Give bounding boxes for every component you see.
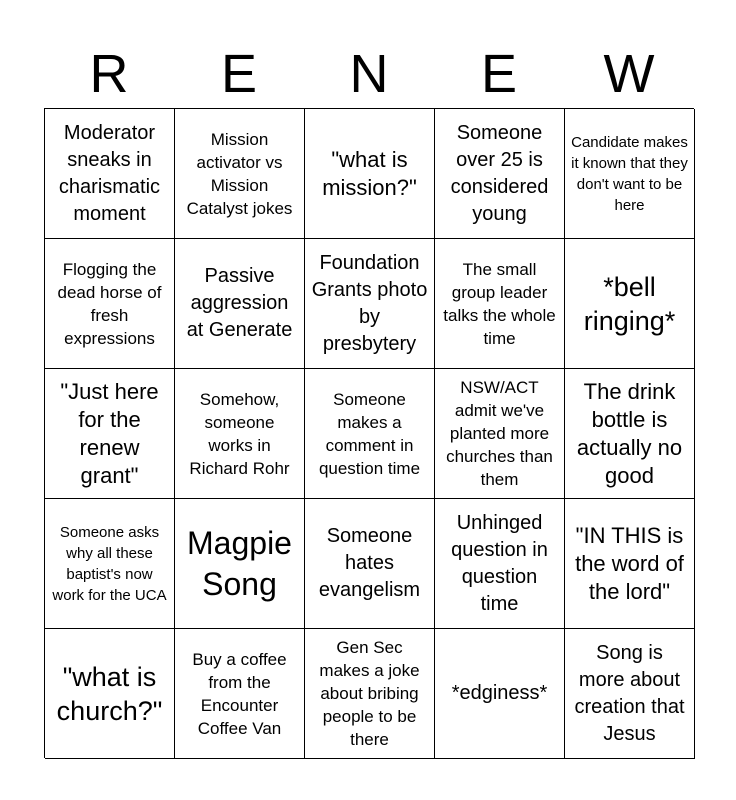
bingo-cell[interactable]: Mission activator vs Mission Catalyst jokes [175, 109, 305, 239]
header-letter-w: W [603, 44, 655, 104]
bingo-cell[interactable]: "what is mission?" [305, 109, 435, 239]
bingo-cell[interactable]: Somehow, someone works in Richard Rohr [175, 369, 305, 499]
bingo-cell[interactable]: NSW/ACT admit we've planted more churches than them [435, 369, 565, 499]
bingo-cell[interactable]: "Just here for the renew grant" [45, 369, 175, 499]
bingo-cell[interactable]: Someone hates evangelism [305, 499, 435, 629]
bingo-cell[interactable]: Someone asks why all these baptist's now work for the UCA [45, 499, 175, 629]
bingo-cell[interactable]: Moderator sneaks in charismatic moment [45, 109, 175, 239]
bingo-cell[interactable]: Someone makes a comment in question time [305, 369, 435, 499]
bingo-cell[interactable]: The drink bottle is actually no good [565, 369, 695, 499]
bingo-cell[interactable]: "IN THIS is the word of the lord" [565, 499, 695, 629]
bingo-cell[interactable]: Flogging the dead horse of fresh expressions [45, 239, 175, 369]
bingo-cell[interactable]: Candidate makes it known that they don't want to be here [565, 109, 695, 239]
header-letter-r: R [89, 44, 129, 104]
bingo-header [44, 40, 694, 108]
bingo-cell[interactable]: "what is church?" [45, 629, 175, 759]
bingo-cell[interactable]: Song is more about creation that Jesus [565, 629, 695, 759]
bingo-cell[interactable]: Foundation Grants photo by presbytery [305, 239, 435, 369]
header-letter-n: N [349, 44, 389, 104]
bingo-cell[interactable]: *bell ringing* [565, 239, 695, 369]
bingo-cell[interactable]: Passive aggression at Generate [175, 239, 305, 369]
header-letter-e: E [480, 44, 518, 104]
bingo-cell[interactable]: Buy a coffee from the Encounter Coffee Van [175, 629, 305, 759]
bingo-grid [44, 108, 694, 758]
bingo-cell[interactable]: Someone over 25 is considered young [435, 109, 565, 239]
bingo-cell[interactable]: The small group leader talks the whole time [435, 239, 565, 369]
header-letter-e: E [220, 44, 258, 104]
bingo-cell[interactable]: Magpie Song [175, 499, 305, 629]
bingo-cell[interactable]: *edginess* [435, 629, 565, 759]
bingo-cell[interactable]: Gen Sec makes a joke about bribing people to be there [305, 629, 435, 759]
bingo-cell[interactable]: Unhinged question in question time [435, 499, 565, 629]
